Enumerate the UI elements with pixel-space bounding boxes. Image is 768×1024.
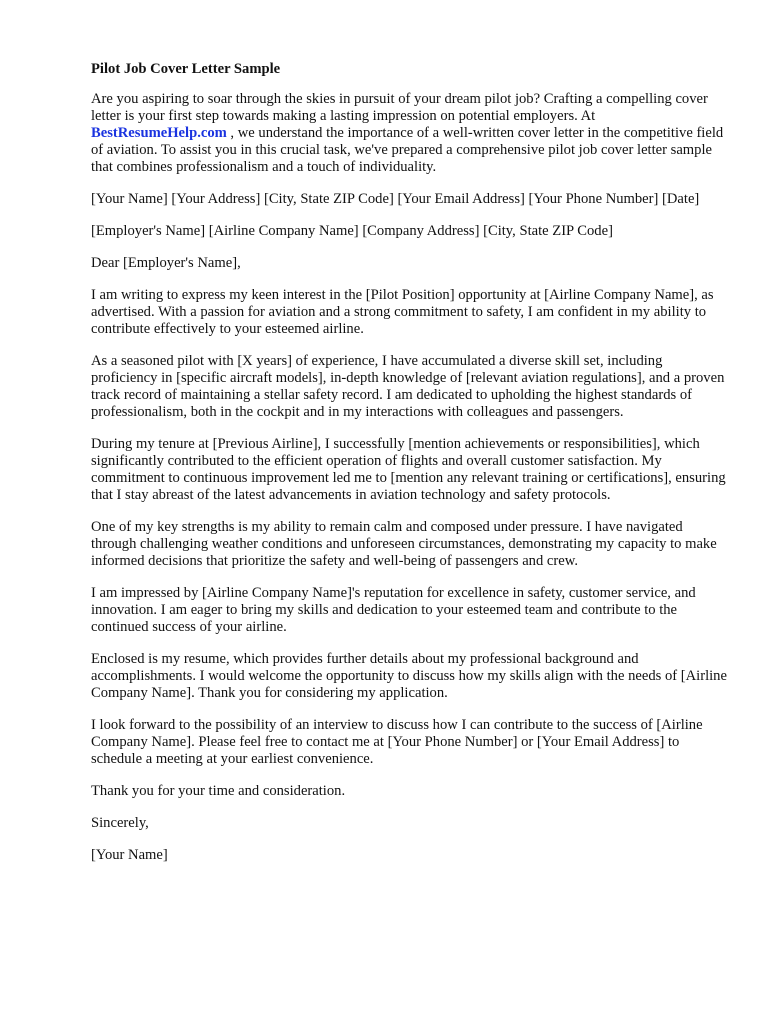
intro-text-before-link: Are you aspiring to soar through the skies in pursuit of your dream pilot job? Crafting a compelling cover letter is your first step towards making a lasting impression on potential employers. At xyxy=(91,91,708,124)
body-paragraph-4: One of my key strengths is my ability to remain calm and composed under pressure. I have navigated through challenging weather conditions and unforeseen circumstances, demonstrating my capacity to make informed decisions that prioritize the safety and well-being of passengers and crew. xyxy=(91,519,717,569)
employer-address-block: [Employer's Name] [Airline Company Name] [Company Address] [City, State ZIP Code] xyxy=(91,223,613,239)
body-paragraph-1: I am writing to express my keen interest in the [Pilot Position] opportunity at [Airline Company Name], as advertised. With a passion for aviation and a strong commitment to safety, I am confident in my ability to contribute effectively to your esteemed airline. xyxy=(91,287,714,337)
closing: Sincerely, xyxy=(91,815,149,831)
intro-text-after-link: , we understand the importance of a well-written cover letter in the competitive field of aviation. To assist you in this crucial task, we've prepared a comprehensive pilot job cover letter sample that combines professionalism and a touch of individuality. xyxy=(91,125,724,175)
body-paragraph-7: I look forward to the possibility of an interview to discuss how I can contribute to the success of [Airline Company Name]. Please feel free to contact me at [Your Phone Number] or [Your Email Address] to schedule a meeting at your earliest convenience. xyxy=(91,717,703,767)
sender-address-block: [Your Name] [Your Address] [City, State ZIP Code] [Your Email Address] [Your Phone Number] [Date] xyxy=(91,191,700,207)
document-title: Pilot Job Cover Letter Sample xyxy=(91,61,281,77)
bestresumehelp-link[interactable]: BestResumeHelp.com xyxy=(91,125,227,141)
intro-paragraph xyxy=(91,91,731,176)
document-page xyxy=(91,60,731,879)
body-paragraph-5: I am impressed by [Airline Company Name]'s reputation for excellence in safety, customer service, and innovation. I am eager to bring my skills and dedication to your esteemed team and contribute to the continued success of your airline. xyxy=(91,585,696,635)
body-paragraph-2: As a seasoned pilot with [X years] of experience, I have accumulated a diverse skill set, including proficiency in [specific aircraft models], in-depth knowledge of [relevant aviation regulations], and a proven track record of maintaining a stellar safety record. I am dedicated to upholding the highest standards of professionalism, both in the cockpit and in my interactions with colleagues and passengers. xyxy=(91,353,725,420)
body-paragraph-3: During my tenure at [Previous Airline], I successfully [mention achievements or responsibilities], which significantly contributed to the efficient operation of flights and overall customer satisfaction. My commitment to continuous improvement led me to [mention any relevant training or certifications], ensuring that I stay abreast of the latest advancements in aviation technology and safety protocols. xyxy=(91,436,726,503)
salutation: Dear [Employer's Name], xyxy=(91,255,241,271)
signature: [Your Name] xyxy=(91,847,168,863)
body-paragraph-8: Thank you for your time and consideration. xyxy=(91,783,346,799)
body-paragraph-6: Enclosed is my resume, which provides further details about my professional background and accomplishments. I would welcome the opportunity to discuss how my skills align with the needs of [Airline Company Name]. Thank you for considering my application. xyxy=(91,651,727,701)
